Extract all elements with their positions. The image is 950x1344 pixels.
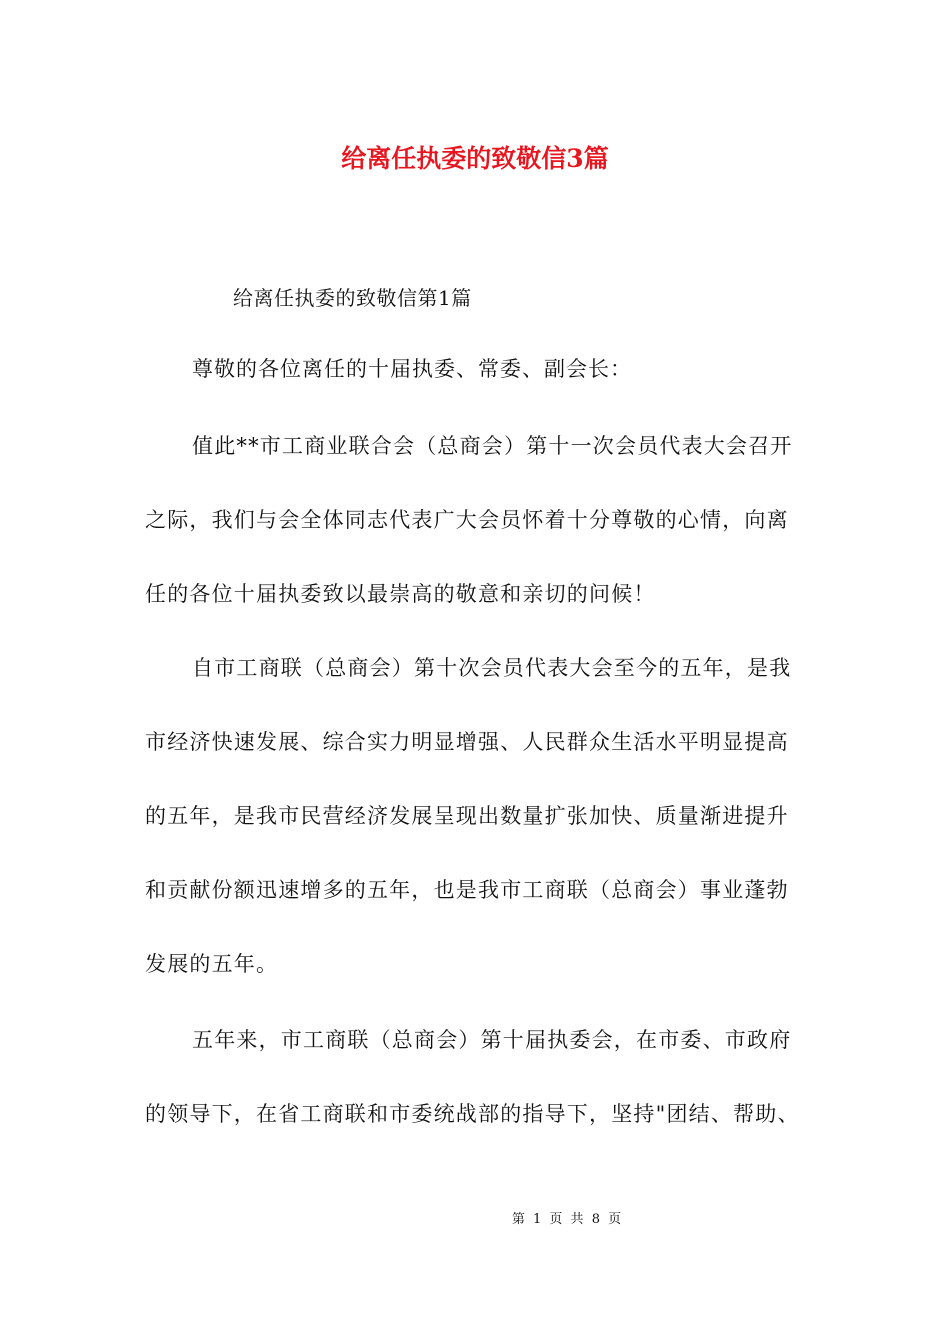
salutation: 尊敬的各位离任的十届执委、常委、副会长：: [192, 357, 632, 381]
paragraph-line: 的领导下，在省工商联和市委统战部的指导下，坚持"团结、帮助、: [145, 1102, 800, 1126]
paragraph-line: 任的各位十届执委致以最崇高的敬意和亲切的问候！: [145, 582, 656, 606]
paragraph-line: 值此**市工商业联合会（总商会）第十一次会员代表大会召开: [192, 434, 793, 458]
paragraph-line: 自市工商联（总商会）第十次会员代表大会至今的五年，是我: [192, 656, 792, 680]
paragraph-line: 之际，我们与会全体同志代表广大会员怀着十分尊敬的心情，向离: [145, 508, 789, 532]
paragraph-line: 市经济快速发展、综合实力明显增强、人民群众生活水平明显提高: [145, 730, 789, 754]
paragraph-line: 五年来，市工商联（总商会）第十届执委会，在市委、市政府: [192, 1028, 792, 1052]
paragraph-line: 发展的五年。: [145, 952, 279, 976]
paragraph-line: 和贡献份额迅速增多的五年，也是我市工商联（总商会）事业蓬勃: [145, 878, 789, 902]
document-title: 给离任执委的致敬信3篇: [341, 144, 609, 173]
page-footer: 第 1 页 共 8 页: [511, 1212, 624, 1227]
section-heading: 给离任执委的致敬信第1篇: [233, 286, 472, 310]
paragraph-line: 的五年，是我市民营经济发展呈现出数量扩张加快、质量渐进提升: [145, 804, 789, 828]
